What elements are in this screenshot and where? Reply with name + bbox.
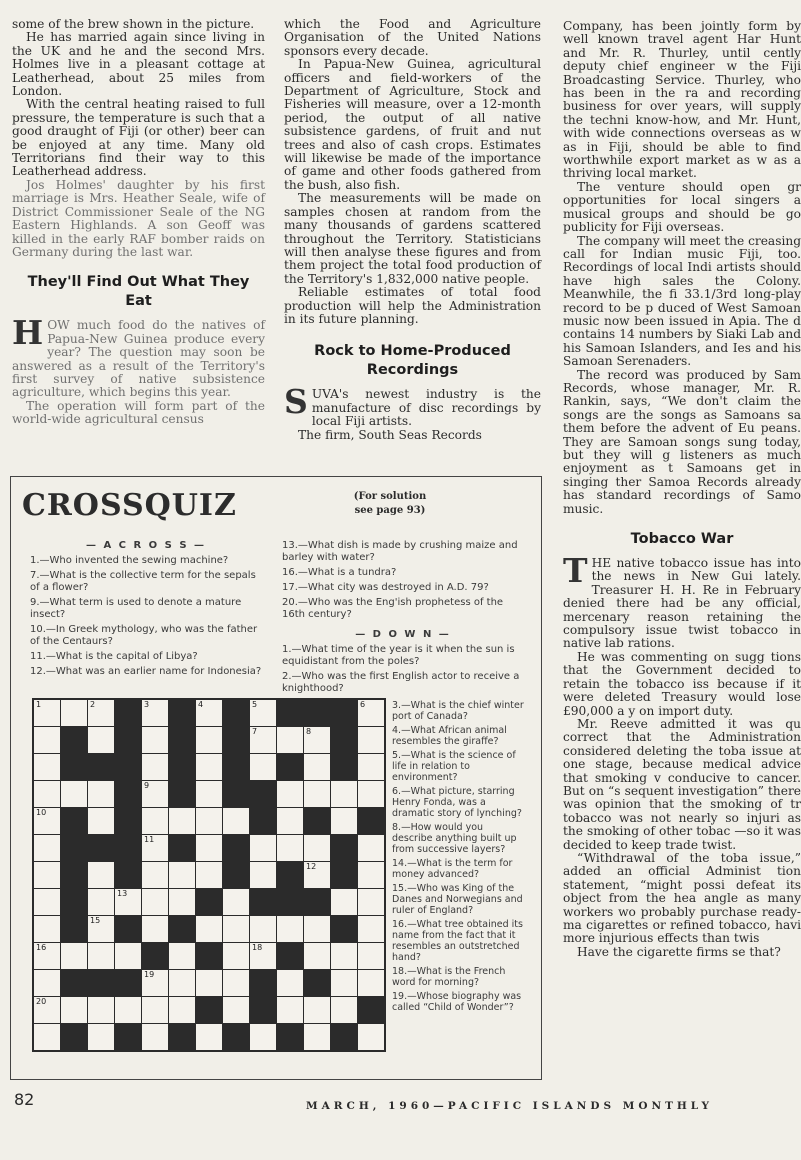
grid-block bbox=[250, 808, 276, 834]
grid-block bbox=[61, 727, 87, 753]
grid-cell bbox=[88, 889, 114, 915]
grid-cell bbox=[142, 1024, 168, 1050]
grid-cell bbox=[34, 943, 60, 969]
grid-cell bbox=[196, 916, 222, 942]
grid-cell bbox=[358, 727, 384, 753]
grid-cell bbox=[61, 781, 87, 807]
grid-block bbox=[61, 916, 87, 942]
grid-cell bbox=[142, 835, 168, 861]
grid-block bbox=[277, 1024, 303, 1050]
clue: 4.—What African animal resembles the giraffe? bbox=[392, 725, 507, 747]
grid-cell bbox=[34, 889, 60, 915]
grid-cell bbox=[34, 916, 60, 942]
grid-block bbox=[223, 754, 249, 780]
grid-cell bbox=[250, 727, 276, 753]
solution-line: (For solution bbox=[353, 491, 427, 502]
grid-number: 20 bbox=[36, 997, 47, 1006]
paragraph: Reliable estimates of total food production will help the Administration in its future planning. bbox=[284, 285, 541, 326]
clue: 10.—In Greek mythology, who was the father of the Centaurs? bbox=[30, 624, 258, 647]
grid-cell bbox=[88, 862, 114, 888]
clue: 20.—Who was the Eng'ish prophetess of the 16th century? bbox=[282, 597, 504, 620]
running-footer: MARCH, 1960—PACIFIC ISLANDS MONTHLY bbox=[306, 1100, 714, 1112]
grid-cell bbox=[223, 889, 249, 915]
grid-cell bbox=[358, 943, 384, 969]
grid-cell bbox=[331, 781, 357, 807]
paragraph: In Papua-New Guinea, agricultural officers and field-workers of the Department of Agriculture, Stock and Fisheries will measure, over a 12-month period, the output of all native subsistence gardens, of fruit and nut trees and also of cash crops. Estimates will likewise be made of the importance of game and other foods gathered from the bush, also fish. bbox=[284, 57, 541, 192]
grid-block bbox=[277, 943, 303, 969]
paragraph: some of the brew shown in the picture. bbox=[12, 17, 255, 31]
grid-cell bbox=[169, 943, 195, 969]
grid-number: 16 bbox=[36, 943, 47, 952]
clue: 19.—Whose biography was called “Child of Wonder”? bbox=[392, 991, 522, 1013]
grid-cell bbox=[88, 1024, 114, 1050]
clue: 17.—What city was destroyed in A.D. 79? bbox=[282, 582, 489, 593]
grid-cell bbox=[250, 700, 276, 726]
grid-cell bbox=[169, 889, 195, 915]
paragraph: which the Food and Agriculture Organisation of the United Nations sponsors every decade. bbox=[284, 17, 541, 58]
paragraph: He has married again since living in the UK and he and the second Mrs. Holmes live in a pleasant cottage at Leatherhead, about 25 miles from London. bbox=[12, 30, 265, 99]
grid-cell bbox=[196, 808, 222, 834]
grid-cell bbox=[331, 997, 357, 1023]
article-column-right bbox=[563, 20, 801, 959]
grid-cell bbox=[277, 781, 303, 807]
grid-block bbox=[115, 754, 141, 780]
grid-block bbox=[169, 781, 195, 807]
paragraph: The firm, South Seas Records bbox=[298, 427, 482, 442]
clue: 16.—What is a tundra? bbox=[282, 567, 397, 578]
grid-cell bbox=[331, 808, 357, 834]
grid-cell bbox=[88, 997, 114, 1023]
grid-cell bbox=[142, 862, 168, 888]
grid-block bbox=[331, 727, 357, 753]
paragraph: Mr. Reeve admitted it was qu correct that the Administration considered deleting the toba issue at one stage, because medical advice that smoking v conducive to cancer. But on “s sequent investigation” there was opinion that the smoking of tr tobacco was not nearly so injuri as the smoking of other tobac —so it was decided to keep trade twist. bbox=[563, 716, 801, 852]
grid-cell bbox=[331, 970, 357, 996]
grid-block bbox=[223, 835, 249, 861]
paragraph: He was commenting on sugg tions that the Government decided to retain the tobacco iss because if it were deleted Treasury would lose £90,000 a y on import duty. bbox=[563, 649, 801, 718]
grid-cell bbox=[142, 889, 168, 915]
clue: 8.—How would you describe anything built up from successive layers? bbox=[392, 822, 517, 855]
grid-cell bbox=[250, 862, 276, 888]
grid-block bbox=[331, 862, 357, 888]
grid-cell bbox=[34, 997, 60, 1023]
grid-block bbox=[223, 862, 249, 888]
grid-block bbox=[304, 970, 330, 996]
grid-cell bbox=[34, 700, 60, 726]
grid-cell bbox=[358, 1024, 384, 1050]
paragraph: The record was produced by Sam Records, whose manager, Mr. R. Rankin, says, “We don't claim the songs are the songs as Samoans sa them before the advent of Eu peans. They are Samoan songs sung today, but they will g listeners as much enjoyment as t Samoans get in singing ther Samoa Records already has standard recordings of Samo music. bbox=[563, 367, 801, 516]
grid-cell bbox=[358, 754, 384, 780]
grid-cell bbox=[277, 808, 303, 834]
grid-block bbox=[115, 862, 141, 888]
grid-cell bbox=[115, 997, 141, 1023]
clue: 12.—What was an earlier name for Indonesia? bbox=[30, 666, 262, 677]
grid-cell bbox=[250, 835, 276, 861]
grid-cell bbox=[277, 727, 303, 753]
grid-cell bbox=[115, 889, 141, 915]
grid-number: 6 bbox=[360, 700, 366, 709]
grid-cell bbox=[34, 727, 60, 753]
drop-cap: T bbox=[563, 551, 588, 591]
grid-cell bbox=[304, 997, 330, 1023]
grid-cell bbox=[358, 970, 384, 996]
grid-block bbox=[115, 916, 141, 942]
grid-cell bbox=[196, 862, 222, 888]
paragraph: Jos Holmes' daughter by his first marriage is Mrs. Heather Seale, wife of District Commissioner Seale of the NG Eastern Highlands. A son Geoff was killed in the early RAF bomber raids on Germany during the last war. bbox=[12, 177, 265, 259]
grid-number: 11 bbox=[144, 835, 155, 844]
drop-cap: H bbox=[12, 313, 44, 353]
grid-block bbox=[115, 835, 141, 861]
grid-number: 4 bbox=[198, 700, 204, 709]
grid-cell bbox=[304, 862, 330, 888]
grid-block bbox=[331, 916, 357, 942]
grid-number: 5 bbox=[252, 700, 258, 709]
grid-block bbox=[250, 970, 276, 996]
grid-block bbox=[223, 700, 249, 726]
grid-number: 12 bbox=[306, 862, 317, 871]
grid-cell bbox=[142, 808, 168, 834]
clue: 16.—What tree obtained its name from the fact that it resembles an outstretched hand? bbox=[392, 919, 523, 963]
grid-cell bbox=[358, 916, 384, 942]
grid-cell bbox=[169, 862, 195, 888]
grid-block bbox=[169, 835, 195, 861]
grid-block bbox=[331, 754, 357, 780]
across-heading: — A C R O S S — bbox=[85, 540, 207, 551]
grid-block bbox=[169, 727, 195, 753]
grid-cell bbox=[196, 727, 222, 753]
grid-cell bbox=[250, 916, 276, 942]
grid-cell bbox=[34, 808, 60, 834]
grid-cell bbox=[88, 781, 114, 807]
grid-block bbox=[250, 889, 276, 915]
grid-cell bbox=[223, 943, 249, 969]
grid-block bbox=[223, 781, 249, 807]
grid-block bbox=[277, 754, 303, 780]
grid-cell bbox=[34, 970, 60, 996]
grid-cell bbox=[169, 997, 195, 1023]
grid-cell bbox=[142, 916, 168, 942]
paragraph: UVA's newest industry is the manufacture of disc recordings by local Fiji artists. bbox=[311, 387, 541, 429]
grid-block bbox=[88, 835, 114, 861]
grid-cell bbox=[304, 727, 330, 753]
paragraph: The venture should open gr opportunities for local singers a musical groups and should be go publicity for Fiji overseas. bbox=[563, 179, 801, 235]
clue: 11.—What is the capital of Libya? bbox=[30, 651, 198, 662]
article-column-middle bbox=[284, 18, 541, 442]
grid-cell bbox=[169, 970, 195, 996]
grid-block bbox=[277, 889, 303, 915]
grid-block bbox=[304, 808, 330, 834]
paragraph: OW much food do the natives of Papua-New Guinea produce every year? The question may soon be answered as a result of the Territory's first survey of native subsistence agriculture, which begins this year. bbox=[12, 318, 265, 400]
drop-cap: S bbox=[284, 382, 308, 422]
clues-down-column bbox=[392, 700, 524, 1016]
grid-block bbox=[277, 862, 303, 888]
grid-cell bbox=[196, 754, 222, 780]
grid-block bbox=[61, 889, 87, 915]
grid-block bbox=[196, 943, 222, 969]
crossquiz-title: CROSSQUIZ bbox=[22, 488, 237, 523]
grid-cell bbox=[250, 754, 276, 780]
grid-block bbox=[142, 943, 168, 969]
grid-cell bbox=[250, 943, 276, 969]
grid-cell bbox=[34, 781, 60, 807]
grid-block bbox=[169, 1024, 195, 1050]
grid-block bbox=[331, 700, 357, 726]
grid-block bbox=[304, 889, 330, 915]
grid-block bbox=[358, 808, 384, 834]
grid-cell bbox=[277, 970, 303, 996]
clue: 15.—Who was King of the Danes and Norwegians and ruler of England? bbox=[392, 883, 523, 916]
grid-block bbox=[169, 754, 195, 780]
grid-block bbox=[196, 889, 222, 915]
grid-cell bbox=[358, 889, 384, 915]
grid-block bbox=[331, 1024, 357, 1050]
article-heading: Rock to Home-Produced Recordings bbox=[314, 343, 511, 379]
grid-number: 19 bbox=[144, 970, 155, 979]
grid-number: 15 bbox=[90, 916, 101, 925]
grid-cell bbox=[277, 997, 303, 1023]
clue: 3.—What is the chief winter port of Canada? bbox=[392, 700, 524, 722]
solution-note bbox=[330, 490, 450, 518]
grid-cell bbox=[88, 943, 114, 969]
grid-cell bbox=[88, 727, 114, 753]
grid-block bbox=[250, 997, 276, 1023]
clue: 1.—Who invented the sewing machine? bbox=[30, 555, 229, 566]
grid-cell bbox=[88, 700, 114, 726]
grid-cell bbox=[223, 970, 249, 996]
grid-cell bbox=[223, 808, 249, 834]
article-column-left bbox=[12, 18, 265, 427]
grid-number: 2 bbox=[90, 700, 96, 709]
grid-cell bbox=[142, 997, 168, 1023]
grid-block bbox=[169, 916, 195, 942]
grid-cell bbox=[304, 754, 330, 780]
grid-number: 9 bbox=[144, 781, 150, 790]
grid-block bbox=[358, 997, 384, 1023]
grid-number: 18 bbox=[252, 943, 263, 952]
article-heading: Tobacco War bbox=[630, 531, 734, 548]
paragraph: The company will meet the creasing call for Indian music Fiji, too. Recordings of local Indi artists should have high sales the Colony. Meanwhile, the fi 33.1/3rd long-play record to be p duced of West Samoan music now been issued in Apia. The d contains 14 numbers by Siaki Lab and his Samoan Islanders, and Ies and his Samoan Serenaders. bbox=[563, 233, 801, 369]
grid-number: 8 bbox=[306, 727, 312, 736]
clue: 5.—What is the science of life in relation to environment? bbox=[392, 750, 516, 783]
grid-cell bbox=[331, 943, 357, 969]
grid-cell bbox=[331, 889, 357, 915]
grid-cell bbox=[277, 835, 303, 861]
grid-block bbox=[61, 1024, 87, 1050]
article-heading: They'll Find Out What They Eat bbox=[27, 274, 250, 310]
grid-cell bbox=[142, 754, 168, 780]
grid-cell bbox=[304, 943, 330, 969]
grid-cell bbox=[196, 835, 222, 861]
grid-cell bbox=[196, 970, 222, 996]
paragraph: With the central heating raised to full pressure, the temperature is such that a good draught of Fiji (or other) beer can be enjoyed at any time. Many old Territorians find their way to this Leatherhead address. bbox=[12, 97, 265, 179]
grid-block bbox=[115, 727, 141, 753]
grid-cell bbox=[34, 1024, 60, 1050]
grid-cell bbox=[304, 835, 330, 861]
paragraph: Have the cigarette firms se that? bbox=[577, 944, 781, 959]
clues-across-column bbox=[30, 540, 262, 681]
grid-block bbox=[61, 835, 87, 861]
grid-block bbox=[61, 862, 87, 888]
grid-block bbox=[250, 781, 276, 807]
grid-cell bbox=[61, 943, 87, 969]
grid-block bbox=[61, 754, 87, 780]
paragraph: The operation will form part of the world-wide agricultural census bbox=[12, 398, 265, 427]
grid-number: 13 bbox=[117, 889, 128, 898]
grid-cell bbox=[88, 916, 114, 942]
grid-number: 10 bbox=[36, 808, 47, 817]
grid-block bbox=[115, 970, 141, 996]
clue: 18.—What is the French word for morning? bbox=[392, 966, 506, 988]
grid-cell bbox=[358, 781, 384, 807]
page-number: 82 bbox=[14, 1090, 35, 1109]
grid-block bbox=[331, 835, 357, 861]
grid-block bbox=[115, 1024, 141, 1050]
clue: 9.—What term is used to denote a mature insect? bbox=[30, 597, 242, 620]
clue: 14.—What is the term for money advanced? bbox=[392, 858, 513, 880]
grid-cell bbox=[34, 862, 60, 888]
grid-cell bbox=[358, 835, 384, 861]
grid-cell bbox=[142, 700, 168, 726]
solution-line: see page 93) bbox=[354, 505, 426, 516]
grid-cell bbox=[196, 700, 222, 726]
clue: 7.—What is the collective term for the sepals of a flower? bbox=[30, 570, 256, 593]
crossword-grid bbox=[32, 698, 386, 1052]
grid-block bbox=[223, 1024, 249, 1050]
paragraph: Company, has been jointly form by well known travel agent Har Hunt and Mr. R. Thurley, until cently deputy chief engineer w the Fiji Broadcasting Service. Thurley, who has been in the ra and recording business for over years, will supply the techni know-how, and Mr. Hunt, with wide connections overseas as w as in Fiji, should be able to find worthwhile export market as w as a thriving local market. bbox=[563, 19, 801, 181]
grid-cell bbox=[61, 997, 87, 1023]
grid-block bbox=[304, 700, 330, 726]
grid-cell bbox=[196, 781, 222, 807]
grid-cell bbox=[250, 1024, 276, 1050]
grid-block bbox=[169, 700, 195, 726]
grid-block bbox=[61, 808, 87, 834]
grid-block bbox=[115, 700, 141, 726]
down-heading: — D O W N — bbox=[355, 629, 451, 640]
grid-block bbox=[115, 781, 141, 807]
clue: 1.—What time of the year is it when the sun is equidistant from the poles? bbox=[282, 644, 515, 667]
grid-block bbox=[115, 808, 141, 834]
clues-mixed-column bbox=[282, 540, 524, 698]
grid-cell bbox=[169, 808, 195, 834]
clue: 13.—What dish is made by crushing maize and barley with water? bbox=[282, 540, 518, 563]
grid-cell bbox=[223, 997, 249, 1023]
grid-cell bbox=[358, 862, 384, 888]
grid-cell bbox=[34, 835, 60, 861]
grid-block bbox=[223, 727, 249, 753]
grid-cell bbox=[304, 1024, 330, 1050]
grid-cell bbox=[142, 727, 168, 753]
grid-cell bbox=[304, 916, 330, 942]
grid-cell bbox=[142, 781, 168, 807]
grid-number: 1 bbox=[36, 700, 42, 709]
grid-cell bbox=[304, 781, 330, 807]
paragraph: HE native tobacco issue has into the news in New Gui lately. Treasurer H. H. Re in February denied there had be any official, mercenary reason retaining the compulsory issue twist tobacco in native lab rations. bbox=[563, 556, 801, 651]
grid-block bbox=[88, 754, 114, 780]
grid-block bbox=[61, 970, 87, 996]
grid-block bbox=[196, 997, 222, 1023]
paragraph: “Withdrawal of the toba issue,” added an official Administ tion statement, “might possi defeat its object from the hea angle as many workers wo probably purchase ready-ma cigarettes or refined tobacco, havi more injurious effects than twis bbox=[563, 850, 801, 946]
grid-cell bbox=[88, 808, 114, 834]
grid-cell bbox=[277, 916, 303, 942]
grid-cell bbox=[34, 754, 60, 780]
clue: 6.—What picture, starring Henry Fonda, was a dramatic story of lynching? bbox=[392, 786, 522, 819]
paragraph: The measurements will be made on samples chosen at random from the many thousands of gardens scattered throughout the Territory. Statisticians will then analyse these figures and from them project the total food production of the Territory's 1,832,000 native people. bbox=[284, 191, 541, 286]
grid-cell bbox=[223, 916, 249, 942]
grid-block bbox=[277, 700, 303, 726]
grid-cell bbox=[196, 1024, 222, 1050]
grid-block bbox=[88, 970, 114, 996]
grid-cell bbox=[358, 700, 384, 726]
grid-cell bbox=[142, 970, 168, 996]
grid-cell bbox=[115, 943, 141, 969]
grid-cell bbox=[61, 700, 87, 726]
clue: 2.—Who was the first English actor to receive a knighthood? bbox=[282, 671, 520, 694]
grid-number: 3 bbox=[144, 700, 150, 709]
grid-number: 7 bbox=[252, 727, 258, 736]
